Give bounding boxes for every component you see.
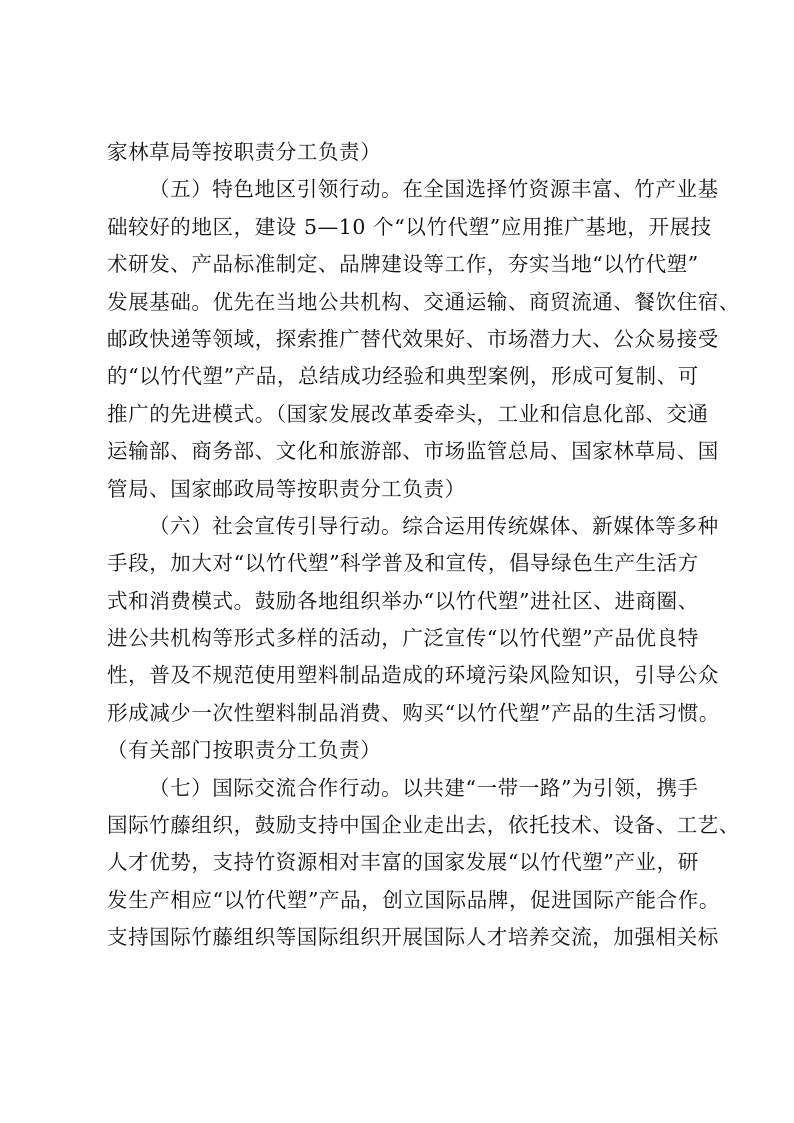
- text-line: 性，普及不规范使用塑料制品造成的环境污染风险知识，引导公众: [107, 663, 719, 688]
- text-line: （有关部门按职责分工负责）: [107, 738, 382, 763]
- section-5-heading-line: （五）特色地区引领行动。在全国选择竹资源丰富、竹产业基: [149, 177, 719, 202]
- text-line: 邮政快递等领域，探索推广替代效果好、市场潜力大、公众易接受: [107, 326, 719, 351]
- text-line: 运输部、商务部、文化和旅游部、市场监管总局、国家林草局、国: [107, 439, 719, 464]
- text-line: 式和消费模式。鼓励各地组织举办“以竹代塑”进社区、进商圈、: [107, 588, 699, 613]
- text-line: 支持国际竹藤组织等国际组织开展国际人才培养交流，加强相关标: [107, 925, 719, 950]
- text-line: 家林草局等按职责分工负责）: [107, 140, 382, 164]
- document-page: [107, 134, 740, 957]
- text-line: 术研发、产品标准制定、品牌建设等工作，夯实当地“以竹代塑”: [107, 252, 699, 277]
- text-line: 的“以竹代塑”产品，总结成功经验和典型案例，形成可复制、可: [107, 364, 699, 389]
- text-line: 推广的先进模式。（国家发展改革委牵头，工业和信息化部、交通: [107, 401, 709, 426]
- text-line: 发展基础。优先在当地公共机构、交通运输、商贸流通、餐饮住宿、: [107, 289, 740, 314]
- text-line: 发生产相应“以竹代塑”产品，创立国际品牌，促进国际产能合作。: [107, 887, 720, 912]
- text-line: 人才优势，支持竹资源相对丰富的国家发展“以竹代塑”产业，研: [107, 850, 699, 875]
- text-line: 形成减少一次性塑料制品消费、购买“以竹代塑”产品的生活习惯。: [107, 700, 720, 725]
- text-line: 管局、国家邮政局等按职责分工负责）: [107, 476, 466, 501]
- section-6-heading-line: （六）社会宣传引导行动。综合运用传统媒体、新媒体等多种: [149, 513, 719, 538]
- text-line: 进公共机构等形式多样的活动，广泛宣传“以竹代塑”产品优良特: [107, 626, 699, 651]
- text-line: 础较好的地区，建设 5—10 个“以竹代塑”应用推广基地，开展技: [107, 214, 712, 239]
- section-7-heading-line: （七）国际交流合作行动。以共建“一带一路”为引领，携手: [149, 775, 699, 800]
- text-line: 国际竹藤组织，鼓励支持中国企业走出去，依托技术、设备、工艺、: [107, 813, 740, 838]
- text-line: 手段，加大对“以竹代塑”科学普及和宣传，倡导绿色生产生活方: [107, 551, 699, 576]
